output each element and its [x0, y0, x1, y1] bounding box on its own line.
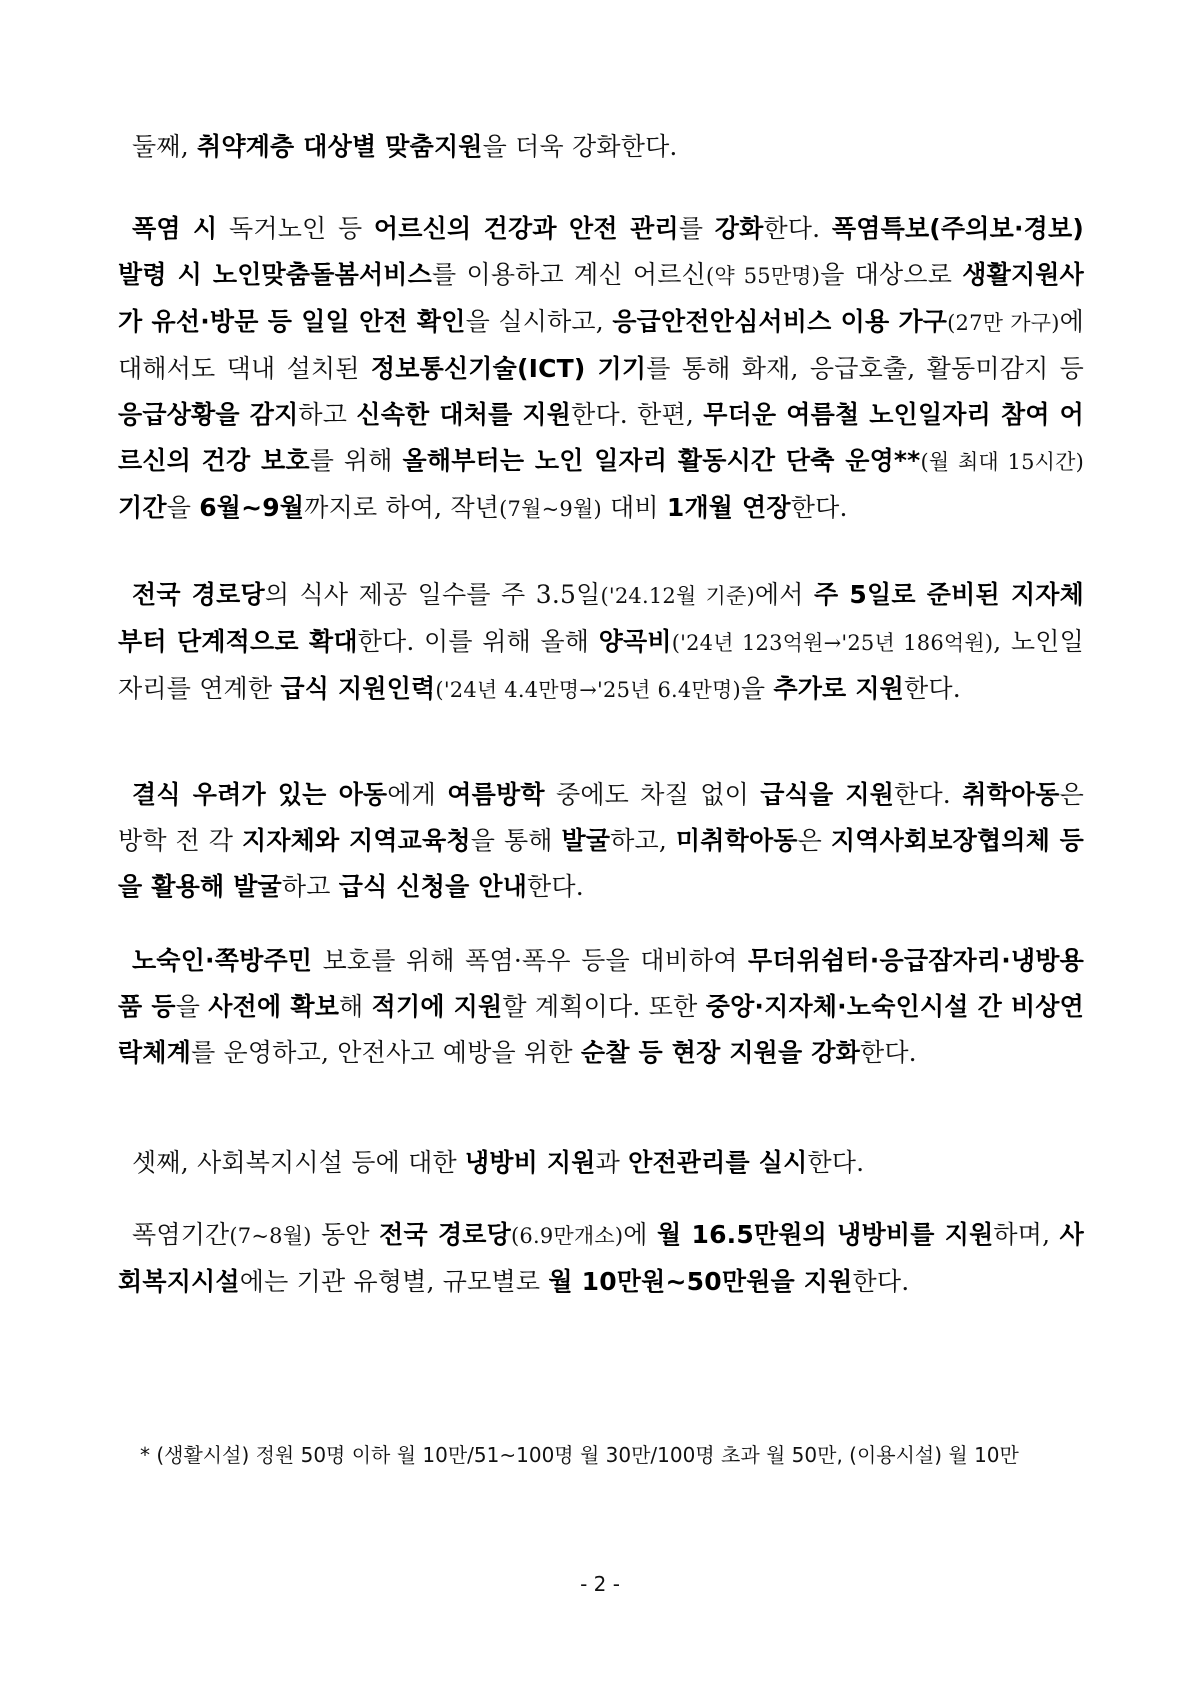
- footnote: * (생활시설) 정원 50명 이하 월 10만/51~100명 월 30만/100명 초과 월 50만, (이용시설) 월 10만: [140, 1443, 1019, 1467]
- paragraph-homeless-protection: 노숙인·쪽방주민 보호를 위해 폭염·폭우 등을 대비하여 무더위쉼터·응급잠자리·냉방용품 등을 사전에 확보해 적기에 지원할 계획이다. 또한 중앙·지자체·노숙인시설 간 비상연락체계를 운영하고, 안전사고 예방을 위한 순찰 등 현장 지원을 강화한다.: [118, 946, 1085, 1067]
- paragraph-elderly-heat-safety: 폭염 시 독거노인 등 어르신의 건강과 안전 관리를 강화한다. 폭염특보(주의보·경보) 발령 시 노인맞춤돌봄서비스를 이용하고 계신 어르신(약 55만명)을 대상으로 생활지원사가 유선·방문 등 일일 안전 확인을 실시하고, 응급안전안심서비스 이용 가구(27만 가구)에 대해서도 댁내 설치된 정보통신기술(ICT) 기기를 통해 화재, 응급호출, 활동미감지 등 응급상황을 감지하고 신속한 대처를 지원한다. 한편, 무더운 여름철 노인일자리 참여 어르신의 건강 보호를 위해 올해부터는 노인 일자리 활동시간 단축 운영**(월 최대 15시간) 기간을 6월~9월까지로 하여, 작년(7월~9월) 대비 1개월 연장한다.: [118, 214, 1085, 522]
- paragraph-senior-center-meals: 전국 경로당의 식사 제공 일수를 주 3.5일('24.12월 기준)에서 주 5일로 준비된 지자체부터 단계적으로 확대한다. 이를 위해 올해 양곡비('24년 123억원→'25년 186억원), 노인일자리를 연계한 급식 지원인력('24년 4.4만명→'25년 6.4만명)을 추가로 지원한다.: [118, 580, 1085, 703]
- section-heading-second: 둘째, 취약계층 대상별 맞춤지원을 더욱 강화한다.: [132, 132, 678, 161]
- paragraph-child-meal-support: 결식 우려가 있는 아동에게 여름방학 중에도 차질 없이 급식을 지원한다. 취학아동은 방학 전 각 지자체와 지역교육청을 통해 발굴하고, 미취학아동은 지역사회보장협의체 등을 활용해 발굴하고 급식 신청을 안내한다.: [118, 780, 1085, 901]
- page-number: - 2 -: [580, 1572, 620, 1596]
- paragraph-cooling-cost-support: 폭염기간(7~8월) 동안 전국 경로당(6.9만개소)에 월 16.5만원의 냉방비를 지원하며, 사회복지시설에는 기관 유형별, 규모별로 월 10만원~50만원을 지원한다.: [118, 1220, 1085, 1296]
- section-heading-third: 셋째, 사회복지시설 등에 대한 냉방비 지원과 안전관리를 실시한다.: [132, 1148, 865, 1177]
